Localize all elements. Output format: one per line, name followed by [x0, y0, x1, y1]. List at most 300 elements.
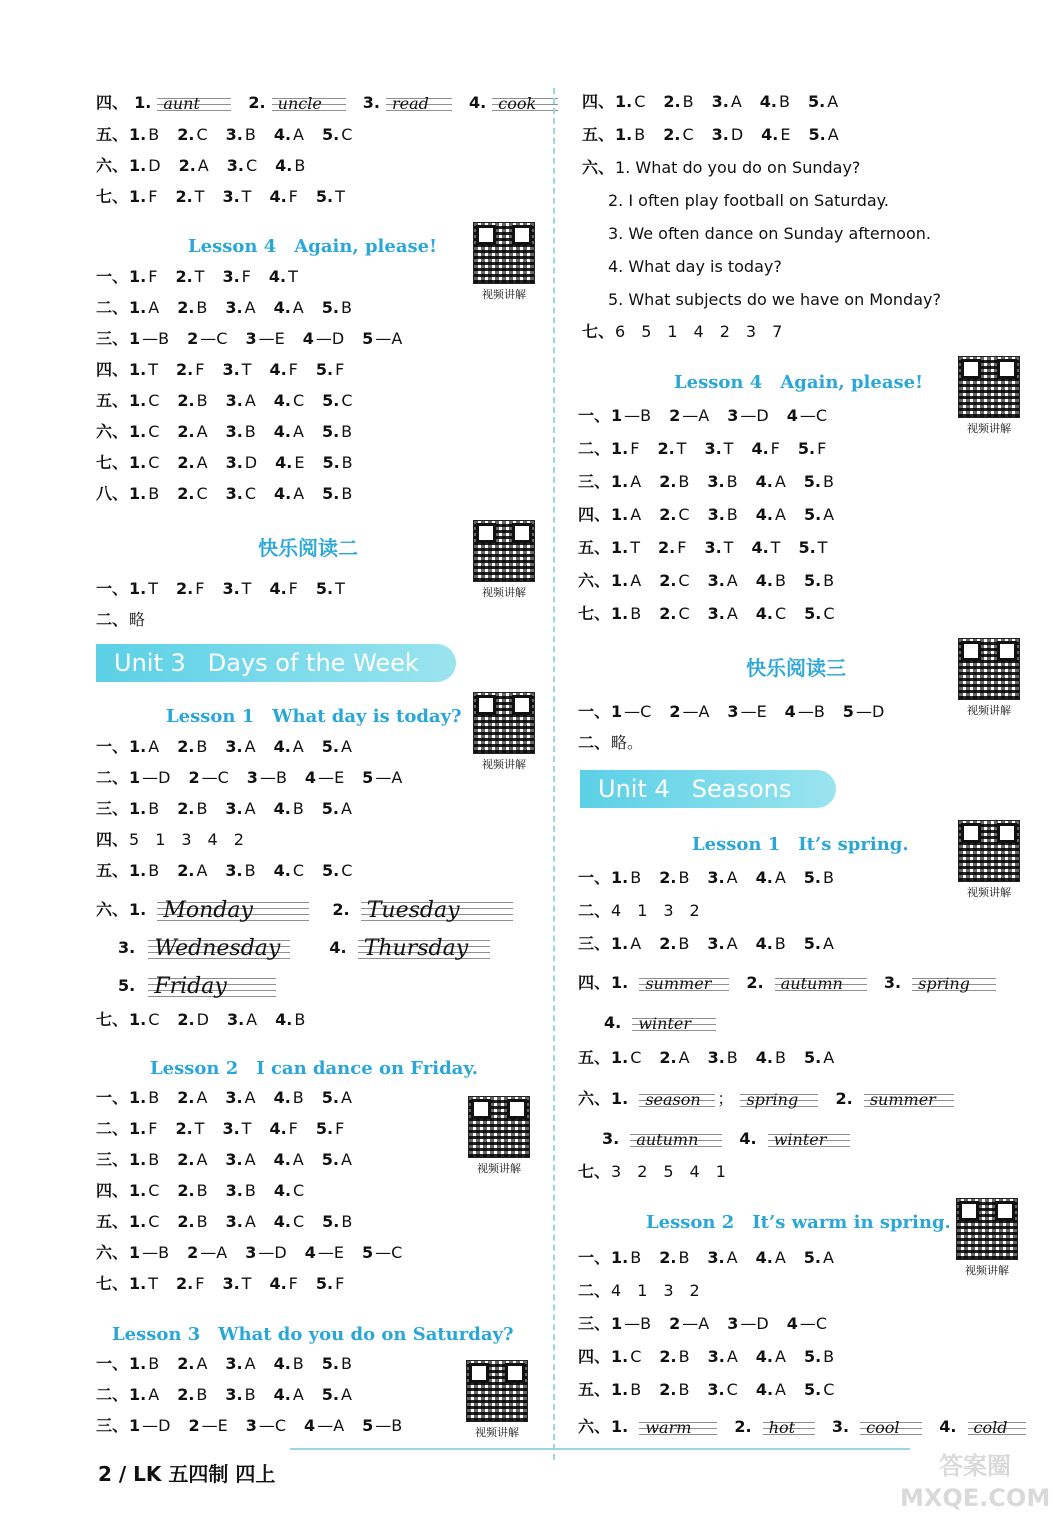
answer-list — [611, 538, 845, 557]
answer-item: 4. A — [273, 125, 304, 144]
answer-item: 2. C — [177, 484, 208, 503]
answer-item: 5. T — [315, 579, 345, 598]
answer-item: 2. C — [663, 125, 694, 144]
answer-item: 5. A — [321, 1150, 352, 1169]
handwritten-answer: Friday — [148, 970, 276, 1004]
question-label: 二、 — [578, 901, 611, 920]
handwritten-answer: cool — [860, 1414, 922, 1442]
answer-item: 5. C — [322, 391, 353, 410]
answer-item: 1 —D — [129, 768, 171, 787]
answer-item: 2. A — [178, 156, 209, 175]
answer-row — [96, 154, 323, 178]
answer-row — [578, 899, 700, 923]
answer-item: 2. B — [177, 1181, 208, 1200]
handwritten-answer: Monday — [157, 894, 309, 928]
handwritten-answer: spring — [912, 970, 996, 998]
answer-row — [96, 766, 420, 790]
answer-item: 5. A — [321, 1385, 352, 1404]
answer-list — [129, 1354, 370, 1373]
answer-item: 4. E — [761, 125, 791, 144]
question-label: 七、 — [96, 1274, 129, 1293]
handwritten-answer: winter — [768, 1126, 850, 1154]
answer-item: 2 —C — [188, 768, 229, 787]
answer-item: 3 —C — [245, 1416, 287, 1435]
answer-item: 5. B — [803, 1347, 835, 1366]
question-label: 一、 — [578, 702, 611, 721]
answer-item: 4 —B — [784, 702, 825, 721]
answer-item: 3 —B — [246, 768, 287, 787]
answer-list — [611, 1281, 700, 1300]
lesson-heading: Lesson 3 What do you do on Saturday? — [112, 1324, 514, 1345]
answer-item: 2 —A — [669, 702, 710, 721]
answer-row — [96, 577, 363, 601]
handwritten-answer: summer — [864, 1086, 954, 1114]
answer-row — [96, 420, 370, 444]
answer-item: 4. C — [273, 391, 305, 410]
answer-item: 4. C — [755, 604, 787, 623]
answer-item: 3 —E — [727, 702, 767, 721]
answer-row: 六、1. season ； spring 2. summer — [578, 1084, 966, 1114]
answer-item: 2. B — [177, 391, 208, 410]
answer-item: 5. F — [315, 360, 345, 379]
answer-item: 2. T — [175, 267, 205, 286]
answer-item: 4. B — [273, 1088, 304, 1107]
question-label: 七、 — [96, 453, 129, 472]
answer-item: 2. A — [177, 1088, 208, 1107]
answer-list — [611, 604, 853, 623]
answer-item: 3. B — [225, 422, 256, 441]
question-label: 一、 — [96, 1354, 129, 1373]
qr-code[interactable]: 视频讲解 — [473, 222, 535, 302]
reading-heading: 快乐阅读二 — [258, 536, 358, 560]
answer-row: 四、 1. aunt 2. uncle 3. read 4. cook — [96, 88, 570, 118]
answer-list — [129, 1416, 420, 1435]
answer-item: 2. C — [659, 571, 690, 590]
answer-row — [96, 296, 370, 320]
answer-item: 4. B — [275, 156, 306, 175]
question-label: 三、 — [96, 1416, 129, 1435]
answer-item: 3. B — [225, 1181, 256, 1200]
answer-item: 5 —A — [362, 329, 403, 348]
answer-item: 1. B — [611, 1248, 642, 1267]
answer-item: 2. F — [176, 1274, 205, 1293]
answer-row — [96, 1210, 370, 1234]
answer-item: 3. B — [707, 472, 738, 491]
question-label: 二、 — [96, 768, 129, 787]
answer-row: 3. We often dance on Sunday afternoon. — [608, 224, 931, 243]
question-label: 三、 — [96, 1150, 129, 1169]
qr-code[interactable]: 视频讲解 — [956, 1198, 1018, 1278]
answer-text: 4 1 3 2 — [611, 1281, 700, 1300]
lesson-heading: Lesson 4 Again, please! — [188, 236, 437, 257]
answer-item: 2. T — [657, 439, 687, 458]
answer-item: 2. A — [659, 1048, 690, 1067]
answer-item: 4 —E — [304, 1243, 344, 1262]
question-label: 一、 — [96, 267, 129, 286]
answer-item: 5. T — [315, 187, 345, 206]
answer-item: 4 —C — [786, 1314, 828, 1333]
qr-code-icon — [958, 356, 1020, 418]
answer-item: 3. A — [707, 1347, 738, 1366]
answer-row — [578, 404, 845, 428]
answer-row — [96, 1148, 370, 1172]
answer-list — [129, 830, 244, 849]
answer-item: 4. A — [755, 868, 786, 887]
answer-list — [129, 1243, 420, 1262]
answer-row: 六、1. Monday 2. Tuesday — [96, 892, 525, 928]
answer-item: 3. A — [225, 1354, 256, 1373]
question-label: 七、 — [96, 187, 129, 206]
handwritten-answer: uncle — [272, 90, 346, 118]
column-divider — [553, 88, 555, 1460]
answer-item: 4. B — [275, 1010, 306, 1029]
question-label: 五、 — [96, 125, 129, 144]
question-label: 四、 — [578, 1347, 611, 1366]
question-label: 四、 — [96, 360, 129, 379]
answer-row — [96, 608, 145, 632]
answer-list — [129, 267, 316, 286]
reading-heading: 快乐阅读三 — [746, 656, 846, 680]
answer-text: 4 1 3 2 — [611, 901, 700, 920]
answer-item: 1. B — [129, 799, 160, 818]
answer-row — [96, 797, 370, 821]
answer-item: 4. A — [273, 298, 304, 317]
answer-list — [129, 1385, 370, 1404]
answer-list — [611, 733, 643, 752]
answer-list — [129, 187, 363, 206]
answer-item: 5. B — [321, 298, 352, 317]
qr-code[interactable]: 视频讲解 — [468, 1096, 530, 1176]
answer-item: 5 —D — [842, 702, 885, 721]
answer-row — [578, 1279, 700, 1303]
answer-row — [96, 1414, 420, 1438]
answer-list — [129, 1150, 370, 1169]
answer-item: 5. C — [803, 1380, 835, 1399]
answer-row: 5. Friday — [118, 968, 288, 1004]
answer-item: 1. C — [611, 1048, 642, 1067]
handwritten-answer: warm — [639, 1414, 717, 1442]
answer-item: 3. C — [225, 484, 256, 503]
answer-row — [96, 358, 362, 382]
answer-item: 3. T — [222, 1119, 252, 1138]
answer-list — [611, 1048, 852, 1067]
answer-list — [611, 1248, 852, 1267]
lesson-heading: Lesson 1 It’s spring. — [692, 834, 909, 855]
answer-item: 5. B — [803, 868, 834, 887]
answer-item: 2. C — [177, 125, 208, 144]
answer-item: 1 —B — [129, 329, 170, 348]
answer-item: 4 —D — [302, 329, 345, 348]
answer-row — [96, 123, 370, 147]
answer-item: 4 —C — [786, 406, 828, 425]
page-footer: 2 / LK 五四制 四上 — [98, 1462, 276, 1486]
answer-item: 1. D — [129, 156, 161, 175]
answer-item: 1. B — [129, 1150, 160, 1169]
footer-rule — [290, 1448, 910, 1450]
answer-item: 2. B — [177, 1212, 208, 1231]
question-label: 七、 — [578, 604, 611, 623]
answer-row: 四、1. summer 2. autumn 3. spring — [578, 968, 1008, 998]
answer-list — [129, 125, 370, 144]
handwritten-answer: season — [639, 1086, 715, 1114]
answer-item: 2. T — [175, 187, 205, 206]
answer-item: 2. D — [177, 1010, 209, 1029]
qr-code[interactable]: 视频讲解 — [958, 820, 1020, 900]
answer-item: 1 —B — [611, 406, 652, 425]
answer-item: 1. B — [129, 125, 160, 144]
answer-item: 5. B — [321, 422, 353, 441]
answer-row: 4. What day is today? — [608, 257, 782, 276]
answer-item: 2. C — [659, 604, 690, 623]
answer-item: 2. A — [177, 1150, 208, 1169]
answer-item: 1. B — [611, 1380, 642, 1399]
answer-item: 5. B — [322, 1212, 353, 1231]
answer-item: 4. A — [273, 1150, 304, 1169]
answer-item: 5. F — [797, 439, 827, 458]
answer-item: 3. A — [225, 391, 256, 410]
qr-code-icon — [473, 692, 535, 754]
answer-item: 4. B — [755, 934, 786, 953]
answer-item: 3. A — [707, 934, 738, 953]
answer-item: 2. B — [177, 1385, 208, 1404]
answer-row — [578, 1312, 845, 1336]
answer-item: 3. C — [707, 1380, 738, 1399]
answer-item: 3. A — [711, 92, 742, 111]
answer-item: 1 —B — [611, 1314, 652, 1333]
answer-row — [578, 731, 643, 755]
answer-item: 1. C — [129, 422, 160, 441]
answer-item: 4. T — [751, 538, 781, 557]
answer-item: 4. A — [755, 1380, 786, 1399]
answer-row — [96, 1352, 370, 1376]
answer-item: 1. B — [129, 1354, 160, 1373]
answer-item: 5. A — [803, 1248, 834, 1267]
answer-list — [129, 579, 363, 598]
answer-item: 1. A — [129, 298, 160, 317]
qr-code-icon — [956, 1198, 1018, 1260]
answer-list — [615, 92, 856, 111]
answer-item: 4. C — [273, 1212, 305, 1231]
answer-list — [129, 768, 420, 787]
answer-item: 1. F — [129, 267, 158, 286]
answer-item: 2. A — [177, 861, 208, 880]
answer-item: 4. B — [273, 799, 304, 818]
qr-code[interactable]: 视频讲解 — [958, 638, 1020, 718]
answer-item: 4. A — [755, 505, 786, 524]
question-label: 五、 — [578, 1048, 611, 1067]
answer-item: 2. A — [177, 453, 208, 472]
answer-item: 2. A — [177, 1354, 208, 1373]
answer-item: 2 —C — [187, 329, 228, 348]
answer-item: 3. A — [707, 604, 738, 623]
qr-code[interactable]: 视频讲解 — [466, 1360, 528, 1440]
answer-list — [611, 702, 902, 721]
question-label: 二、 — [578, 733, 611, 752]
answer-item: 3. T — [222, 1274, 252, 1293]
question-label: 一、 — [96, 737, 129, 756]
answer-row — [578, 536, 845, 560]
answer-row — [578, 503, 852, 527]
answer-item: 4. F — [751, 439, 780, 458]
unit-banner: Unit 4 Seasons — [580, 770, 836, 808]
answer-item: 3. F — [222, 267, 251, 286]
answer-item: 3. A — [225, 1150, 256, 1169]
answer-item: 5. B — [803, 571, 835, 590]
answer-item: 1. F — [129, 187, 158, 206]
answer-list — [611, 901, 700, 920]
qr-code-icon — [468, 1096, 530, 1158]
answer-list — [611, 868, 852, 887]
answer-row — [96, 1008, 323, 1032]
answer-item: 2. B — [659, 868, 690, 887]
answer-item: 1. C — [129, 391, 160, 410]
answer-text: 5 1 3 4 2 — [129, 830, 244, 849]
answer-item: 5. C — [804, 604, 835, 623]
question-label: 四、 — [582, 92, 615, 111]
question-label: 三、 — [96, 329, 129, 348]
question-label: 三、 — [96, 799, 129, 818]
answer-row — [96, 1272, 362, 1296]
answer-item: 4. F — [269, 187, 298, 206]
answer-item: 1. A — [129, 737, 160, 756]
handwritten-answer: read — [386, 90, 452, 118]
answer-list — [129, 1088, 370, 1107]
handwritten-answer: autumn — [775, 970, 867, 998]
answer-item: 2. A — [177, 422, 208, 441]
answer-row — [578, 1046, 852, 1070]
answer-row — [96, 735, 370, 759]
answer-list — [129, 799, 370, 818]
answer-item: 3. T — [704, 538, 734, 557]
qr-code[interactable]: 视频讲解 — [473, 520, 535, 600]
handwritten-answer: Thursday — [358, 932, 490, 966]
question-label: 五、 — [96, 1212, 129, 1231]
answer-item: 2. B — [659, 934, 690, 953]
answer-row — [96, 451, 371, 475]
question-label: 四、 — [96, 830, 129, 849]
answer-row — [96, 1241, 420, 1265]
answer-list — [129, 1010, 323, 1029]
answer-item: 4. F — [269, 579, 298, 598]
question-label: 三、 — [578, 934, 611, 953]
answer-item: 3. B — [225, 1385, 256, 1404]
answer-item: 4. F — [269, 1274, 298, 1293]
answer-item: 5 —A — [362, 768, 403, 787]
answer-item: 3 —E — [245, 329, 285, 348]
answer-item: 5. B — [322, 453, 353, 472]
answer-item: 3. A — [707, 571, 738, 590]
answer-row — [96, 482, 370, 506]
question-label: 五、 — [578, 538, 611, 557]
answer-list — [129, 1119, 362, 1138]
answer-list — [129, 484, 370, 503]
answer-item: 5. A — [321, 1088, 352, 1107]
handwritten-answer: hot — [763, 1414, 815, 1442]
handwritten-answer: aunt — [157, 90, 231, 118]
answer-item: 1. C — [129, 1181, 160, 1200]
answer-row: 3. Wednesday 4. Thursday — [118, 930, 502, 966]
question-label: 三、 — [578, 1314, 611, 1333]
answer-row: 七、6 5 1 4 2 3 7 — [582, 322, 783, 341]
answer-item: 4. B — [755, 571, 786, 590]
answer-item: 1. A — [129, 1385, 160, 1404]
question-label: 六、 — [96, 156, 129, 175]
qr-code[interactable]: 视频讲解 — [473, 692, 535, 772]
answer-item: 3. A — [225, 799, 256, 818]
answer-item: 3. A — [225, 737, 256, 756]
answer-item: 1. C — [129, 1212, 160, 1231]
answer-item: 5. A — [803, 505, 835, 524]
answer-item: 1. C — [611, 1347, 642, 1366]
answer-list — [611, 1380, 852, 1399]
answer-item: 1. B — [611, 604, 642, 623]
answer-row — [578, 1246, 852, 1270]
lesson-heading: Lesson 4 Again, please! — [674, 372, 923, 393]
answer-row — [578, 866, 852, 890]
qr-code[interactable]: 视频讲解 — [958, 356, 1020, 436]
answer-item: 2. C — [659, 505, 690, 524]
answer-row — [578, 1345, 852, 1369]
answer-item: 5. C — [321, 125, 353, 144]
qr-code-icon — [958, 638, 1020, 700]
qr-code-icon — [958, 820, 1020, 882]
handwritten-answer: winter — [632, 1010, 716, 1038]
answer-item: 4. A — [755, 1347, 786, 1366]
answer-list — [611, 472, 852, 491]
question-label: 二、 — [96, 298, 129, 317]
answer-item: 3. A — [226, 1010, 258, 1029]
answer-item: 1. C — [129, 1010, 160, 1029]
answer-item: 2 —A — [187, 1243, 228, 1262]
watermark: 答案圈 MXQE.COM — [900, 1452, 1051, 1512]
answer-row: 六、1. What do you do on Sunday? — [582, 158, 861, 177]
answer-list — [129, 360, 362, 379]
answer-item: 1. A — [611, 934, 642, 953]
question-label: 一、 — [578, 1248, 611, 1267]
lesson-heading: Lesson 2 It’s warm in spring. — [646, 1212, 951, 1233]
answer-item: 1. C — [615, 92, 646, 111]
answer-item: 1. F — [129, 1119, 158, 1138]
question-label: 二、 — [96, 1385, 129, 1404]
answer-item: 4. C — [273, 1181, 305, 1200]
answer-item: 1. B — [129, 861, 160, 880]
answer-item: 2. B — [177, 737, 208, 756]
answer-item: 2. F — [176, 579, 205, 598]
answer-item: 3. A — [225, 298, 256, 317]
answer-item: 1. T — [611, 538, 641, 557]
answer-item: 1. A — [611, 505, 642, 524]
answer-item: 4. C — [273, 861, 304, 880]
question-label: 四、 — [96, 1181, 129, 1200]
question-label: 五、 — [96, 391, 129, 410]
lesson-heading: Lesson 2 I can dance on Friday. — [150, 1058, 478, 1079]
question-label: 七、 — [96, 1010, 129, 1029]
answer-row — [96, 1179, 322, 1203]
answer-item: 5. T — [798, 538, 828, 557]
answer-item: 3. B — [707, 505, 738, 524]
answer-text: 略 — [129, 610, 146, 629]
answer-item: 4. B — [755, 1048, 786, 1067]
answer-item: 4. B — [759, 92, 790, 111]
answer-list — [129, 1212, 370, 1231]
question-label: 一、 — [578, 868, 611, 887]
answer-item: 3. A — [225, 1088, 256, 1107]
handwritten-answer: spring — [740, 1086, 818, 1114]
answer-item: 5. A — [807, 92, 839, 111]
answer-row: 5. What subjects do we have on Monday? — [608, 290, 941, 309]
answer-row — [96, 327, 420, 351]
answer-item: 5. F — [315, 1274, 345, 1293]
